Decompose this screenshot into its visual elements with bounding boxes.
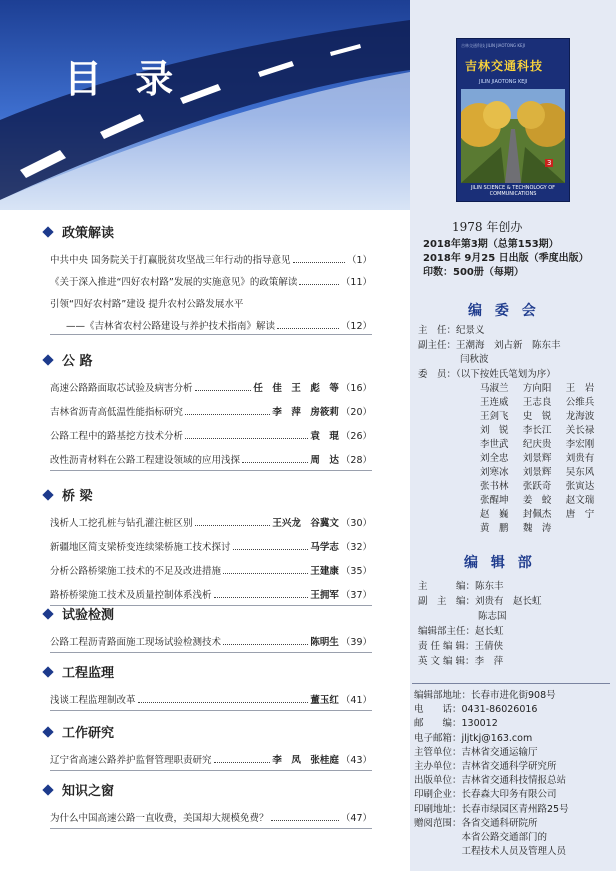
toc-entry[interactable] bbox=[50, 428, 372, 442]
dept-person: 陈东丰 bbox=[475, 581, 504, 592]
dept-person: 陈志国 bbox=[478, 611, 507, 622]
vice-names-1: 王潮海 刘占新 陈东丰 bbox=[456, 340, 561, 351]
toc-entry-page: （16） bbox=[340, 383, 372, 394]
toc-entry[interactable] bbox=[50, 810, 372, 824]
vice-label: 副主任： bbox=[418, 340, 457, 351]
toc-entry-title: 浅谈工程监理制改革 bbox=[50, 695, 136, 706]
issue-info bbox=[423, 238, 589, 280]
cover-top-line: 吉林交通科技 JILIN JIAOTONG KEJI bbox=[461, 43, 525, 48]
toc-entry-title: 吉林省沥青高低温性能指标研究 bbox=[50, 407, 184, 418]
contact-line: 主管单位：吉林省交通运输厅 bbox=[414, 746, 538, 758]
cover-issue-badge: 3 bbox=[547, 159, 552, 167]
toc-entry-title: 路桥桥梁施工技术及质量控制体系浅析 bbox=[50, 590, 212, 601]
toc-section-name: 政策解读 bbox=[62, 226, 115, 241]
toc-entry-author: 李 萍 房筱莉 bbox=[272, 407, 339, 418]
toc-section-name: 公 路 bbox=[62, 354, 93, 369]
editorial-dept-row bbox=[418, 625, 504, 640]
committee-member: 张寅达 bbox=[565, 481, 595, 492]
committee-member: 方向阳 bbox=[522, 383, 552, 394]
toc-entry-author: 任 佳 王 彪 等 bbox=[253, 383, 339, 394]
toc-entry[interactable] bbox=[50, 563, 372, 577]
diamond-bullet-icon bbox=[42, 726, 53, 737]
toc-section-heading bbox=[44, 604, 114, 623]
committee-members-label bbox=[418, 368, 556, 383]
toc-entry[interactable] bbox=[66, 318, 372, 332]
toc-section-heading bbox=[44, 350, 93, 369]
toc-entry-title: 中共中央 国务院关于打赢脱贫攻坚战三年行动的指导意见 bbox=[50, 255, 291, 266]
committee-member: 赵文瑞 bbox=[565, 495, 595, 506]
committee-member: 封佩杰 bbox=[522, 509, 552, 520]
committee-member: 纪庆贵 bbox=[522, 439, 552, 450]
toc-section-name: 知识之窗 bbox=[62, 784, 115, 799]
toc-leader-dots bbox=[242, 462, 308, 463]
committee-member: 李宏刚 bbox=[565, 439, 595, 450]
toc-leader-dots bbox=[271, 820, 339, 821]
editorial-dept-row bbox=[418, 640, 503, 655]
committee-members-list bbox=[480, 382, 610, 536]
diamond-bullet-icon bbox=[42, 354, 53, 365]
committee-member: 刘全忠 bbox=[480, 453, 509, 464]
divider bbox=[412, 683, 610, 684]
editorial-dept-row bbox=[418, 580, 504, 595]
toc-entry[interactable] bbox=[50, 252, 372, 266]
toc-entry-author: 周 达 bbox=[310, 455, 339, 466]
editorial-committee-heading: 编 委 会 bbox=[468, 303, 540, 319]
toc-section-name: 试验检测 bbox=[62, 608, 115, 623]
toc-entry[interactable] bbox=[50, 380, 372, 394]
vice-names-2: 闫秋波 bbox=[460, 354, 489, 365]
editorial-dept-row bbox=[418, 610, 507, 625]
committee-member: 刘景辉 bbox=[522, 453, 552, 464]
contact-line: 本省公路交通部门的 bbox=[414, 832, 548, 844]
committee-member: 王志良 bbox=[522, 397, 552, 408]
toc-leader-dots bbox=[223, 573, 308, 574]
contact-line: 工程技术人员及管理人员 bbox=[414, 846, 567, 858]
diamond-bullet-icon bbox=[42, 489, 53, 500]
committee-member: 张醒坤 bbox=[480, 495, 509, 506]
toc-section-name: 工程监理 bbox=[62, 666, 115, 681]
toc-leader-dots bbox=[233, 549, 309, 550]
header-banner bbox=[0, 0, 410, 210]
committee-vice bbox=[418, 339, 561, 354]
toc-entry[interactable] bbox=[50, 515, 372, 529]
toc-entry-page: （32） bbox=[340, 542, 372, 553]
diamond-bullet-icon bbox=[42, 784, 53, 795]
toc-entry-title: 高速公路路面取芯试验及病害分析 bbox=[50, 383, 193, 394]
contact-line: 邮 编：130012 bbox=[414, 718, 498, 730]
issue-line-2: 2018年 9月25 日出版（季度出版） bbox=[423, 253, 589, 264]
toc-entry-title: 引领“四好农村路”建设 提升农村公路发展水平 bbox=[50, 299, 244, 310]
journal-cover bbox=[456, 38, 570, 202]
dept-role: 英 文 编 辑： bbox=[418, 656, 475, 667]
dept-person: 刘贵有 赵长虹 bbox=[475, 596, 542, 607]
road-graphic bbox=[0, 0, 410, 210]
toc-leader-dots bbox=[195, 525, 271, 526]
toc-section-heading bbox=[44, 222, 114, 241]
toc-section-rule bbox=[50, 828, 372, 829]
committee-member: 王剑飞 bbox=[480, 411, 509, 422]
toc-entry-title: 浅析人工挖孔桩与钻孔灌注桩区别 bbox=[50, 518, 193, 529]
toc-section-rule bbox=[50, 710, 372, 711]
toc-entry-title: 公路工程中的路基挖方技术分析 bbox=[50, 431, 184, 442]
diamond-bullet-icon bbox=[42, 666, 53, 677]
committee-member: 王连威 bbox=[480, 397, 509, 408]
dept-person: 王倩侠 bbox=[474, 641, 504, 652]
toc-entry-author: 王拥军 bbox=[310, 590, 339, 601]
diamond-bullet-icon bbox=[42, 608, 53, 619]
toc-entry[interactable] bbox=[50, 539, 372, 553]
toc-entry-page: （37） bbox=[340, 590, 372, 601]
toc-entry[interactable] bbox=[50, 274, 372, 288]
issue-line-1: 2018年第3期（总第153期） bbox=[423, 239, 559, 250]
contact-line: 印刷地址：长春市绿园区青州路25号 bbox=[414, 803, 569, 815]
toc-entry-page: （39） bbox=[340, 637, 372, 648]
toc-leader-dots bbox=[185, 438, 308, 439]
toc-entry-title: 改性沥青材料在公路工程建设领域的应用浅探 bbox=[50, 455, 241, 466]
founded-year: 1978 年创办 bbox=[452, 220, 523, 234]
contact-info bbox=[414, 689, 569, 859]
contact-line: 主办单位：吉林省交通科学研究所 bbox=[414, 761, 557, 773]
toc-section-heading bbox=[44, 662, 114, 681]
cover-english-title: JILIN SCIENCE & TECHNOLOGY OF COMMUNICATIONS bbox=[470, 185, 556, 197]
toc-entry[interactable] bbox=[50, 452, 372, 466]
toc-leader-dots bbox=[223, 644, 308, 645]
toc-leader-dots bbox=[299, 284, 339, 285]
committee-member: 史 锐 bbox=[522, 411, 552, 422]
committee-director bbox=[418, 324, 485, 339]
toc-entry-title: 辽宁省高速公路养护监督管理职责研究 bbox=[50, 755, 212, 766]
toc-entry-page: （28） bbox=[340, 455, 372, 466]
toc-section-heading bbox=[44, 780, 114, 799]
toc-leader-dots bbox=[185, 414, 270, 415]
contact-line: 电 话：0431-86026016 bbox=[414, 704, 538, 716]
committee-member: 龙海波 bbox=[565, 411, 595, 422]
diamond-bullet-icon bbox=[42, 226, 53, 237]
toc-section-name: 工作研究 bbox=[62, 726, 115, 741]
committee-member: 刘贵有 bbox=[565, 453, 595, 464]
contact-line: 电子邮箱：jljtkj@163.com bbox=[414, 732, 533, 744]
toc-entry-author: 董玉红 bbox=[310, 695, 339, 706]
toc-entry[interactable] bbox=[50, 752, 372, 766]
toc-entry-author: 马学志 bbox=[310, 542, 339, 553]
committee-member: 关长禄 bbox=[565, 425, 595, 436]
toc-leader-dots bbox=[214, 762, 271, 763]
committee-member: 张跃奇 bbox=[522, 481, 552, 492]
dept-person: 李 萍 bbox=[474, 656, 504, 667]
editorial-dept-heading: 编 辑 部 bbox=[464, 555, 536, 571]
dept-role: 副 主 编： bbox=[418, 596, 476, 607]
committee-member: 刘寒冰 bbox=[480, 467, 509, 478]
toc-leader-dots bbox=[138, 702, 309, 703]
director-name: 纪景义 bbox=[456, 325, 485, 336]
contact-line: 印刷企业：长春森大印务有限公司 bbox=[414, 789, 557, 801]
toc-entry-author: 王建康 bbox=[310, 566, 339, 577]
committee-member: 魏 涛 bbox=[522, 523, 552, 534]
cover-title: 吉林交通科技 bbox=[465, 59, 544, 73]
toc-entry-author: 袁 琨 bbox=[310, 431, 339, 442]
toc-entry-title: ——《吉林省农村公路建设与养护技术指南》解读 bbox=[66, 321, 276, 332]
toc-entry[interactable] bbox=[50, 296, 372, 310]
toc-section-heading bbox=[44, 485, 93, 504]
toc-entry-author: 李 凤 张桂庭 bbox=[272, 755, 339, 766]
toc-entry-page: （30） bbox=[340, 518, 372, 529]
toc-entry-page: （35） bbox=[340, 566, 372, 577]
committee-member: 马淑兰 bbox=[480, 383, 509, 394]
toc-entry-title: 分析公路桥梁施工技术的不足及改进措施 bbox=[50, 566, 222, 577]
toc-entry-title: 为什么中国高速公路一直收费，美国却大规模免费？ bbox=[50, 813, 269, 824]
dept-role: 责 任 编 辑： bbox=[418, 641, 475, 652]
committee-member: 黄 鹏 bbox=[480, 523, 509, 534]
committee-member: 公维兵 bbox=[565, 397, 595, 408]
toc-title: 目 录 bbox=[64, 57, 184, 101]
cover-pinyin: JILIN JIAOTONG KEJI bbox=[479, 79, 528, 85]
toc-entry-page: （1） bbox=[346, 255, 372, 266]
toc-section-rule bbox=[50, 770, 372, 771]
committee-member: 李长江 bbox=[522, 425, 552, 436]
members-label: 委 员： bbox=[418, 369, 457, 380]
toc-leader-dots bbox=[214, 597, 309, 598]
toc-entry-page: （41） bbox=[340, 695, 372, 706]
toc-section-name: 桥 梁 bbox=[62, 489, 93, 504]
toc-entry-page: （26） bbox=[340, 431, 372, 442]
editorial-dept-row bbox=[418, 595, 542, 610]
toc-section-rule bbox=[50, 334, 372, 335]
toc-section-rule bbox=[50, 470, 372, 471]
committee-member: 刘 锐 bbox=[480, 425, 509, 436]
committee-member: 赵 巍 bbox=[480, 509, 509, 520]
toc-leader-dots bbox=[195, 390, 252, 391]
toc-entry-author: 陈明生 bbox=[310, 637, 339, 648]
issue-line-3: 印数：500册（每期） bbox=[423, 267, 524, 278]
toc-entry-page: （11） bbox=[340, 277, 372, 288]
toc-entry-title: 公路工程沥青路面施工现场试验检测技术 bbox=[50, 637, 222, 648]
editorial-dept-row bbox=[418, 655, 503, 670]
toc-leader-dots bbox=[293, 262, 345, 263]
toc-entry-page: （47） bbox=[340, 813, 372, 824]
toc-entry-page: （12） bbox=[340, 321, 372, 332]
cover-photo bbox=[461, 89, 565, 183]
contact-line: 编辑部地址：长春市进化街908号 bbox=[414, 690, 556, 701]
contact-line: 赠阅范围：各省交通科研院所 bbox=[414, 817, 538, 829]
committee-member: 唐 宁 bbox=[565, 509, 595, 520]
toc-entry-title: 《关于深入推进“四好农村路”发展的实施意见》的政策解读 bbox=[50, 277, 298, 288]
toc-entry-title: 新疆地区简支梁桥变连续梁桥施工技术探讨 bbox=[50, 542, 231, 553]
toc-section-rule bbox=[50, 652, 372, 653]
committee-member: 姜 蛟 bbox=[522, 495, 552, 506]
director-label: 主 任： bbox=[418, 325, 457, 336]
toc-entry-page: （43） bbox=[340, 755, 372, 766]
contact-line: 出版单位：吉林省交通科技情报总站 bbox=[414, 775, 567, 787]
committee-member: 张书林 bbox=[480, 481, 509, 492]
toc-leader-dots bbox=[277, 328, 339, 329]
toc-entry[interactable] bbox=[50, 587, 372, 601]
toc-entry[interactable] bbox=[50, 692, 372, 706]
toc-entry[interactable] bbox=[50, 634, 372, 648]
members-note: （以下按姓氏笔划为序） bbox=[456, 369, 556, 380]
committee-member: 王 岩 bbox=[565, 383, 595, 394]
toc-entry-author: 王兴龙 谷冀文 bbox=[272, 518, 339, 529]
toc-section-heading bbox=[44, 722, 114, 741]
committee-member: 吴东风 bbox=[565, 467, 595, 478]
toc-entry[interactable] bbox=[50, 404, 372, 418]
dept-person: 赵长虹 bbox=[475, 626, 504, 637]
committee-member: 李世武 bbox=[480, 439, 509, 450]
dept-role: 编辑部主任： bbox=[418, 626, 476, 637]
toc-entry-page: （20） bbox=[340, 407, 372, 418]
committee-member: 刘景辉 bbox=[522, 467, 552, 478]
dept-role: 主 编： bbox=[418, 581, 476, 592]
